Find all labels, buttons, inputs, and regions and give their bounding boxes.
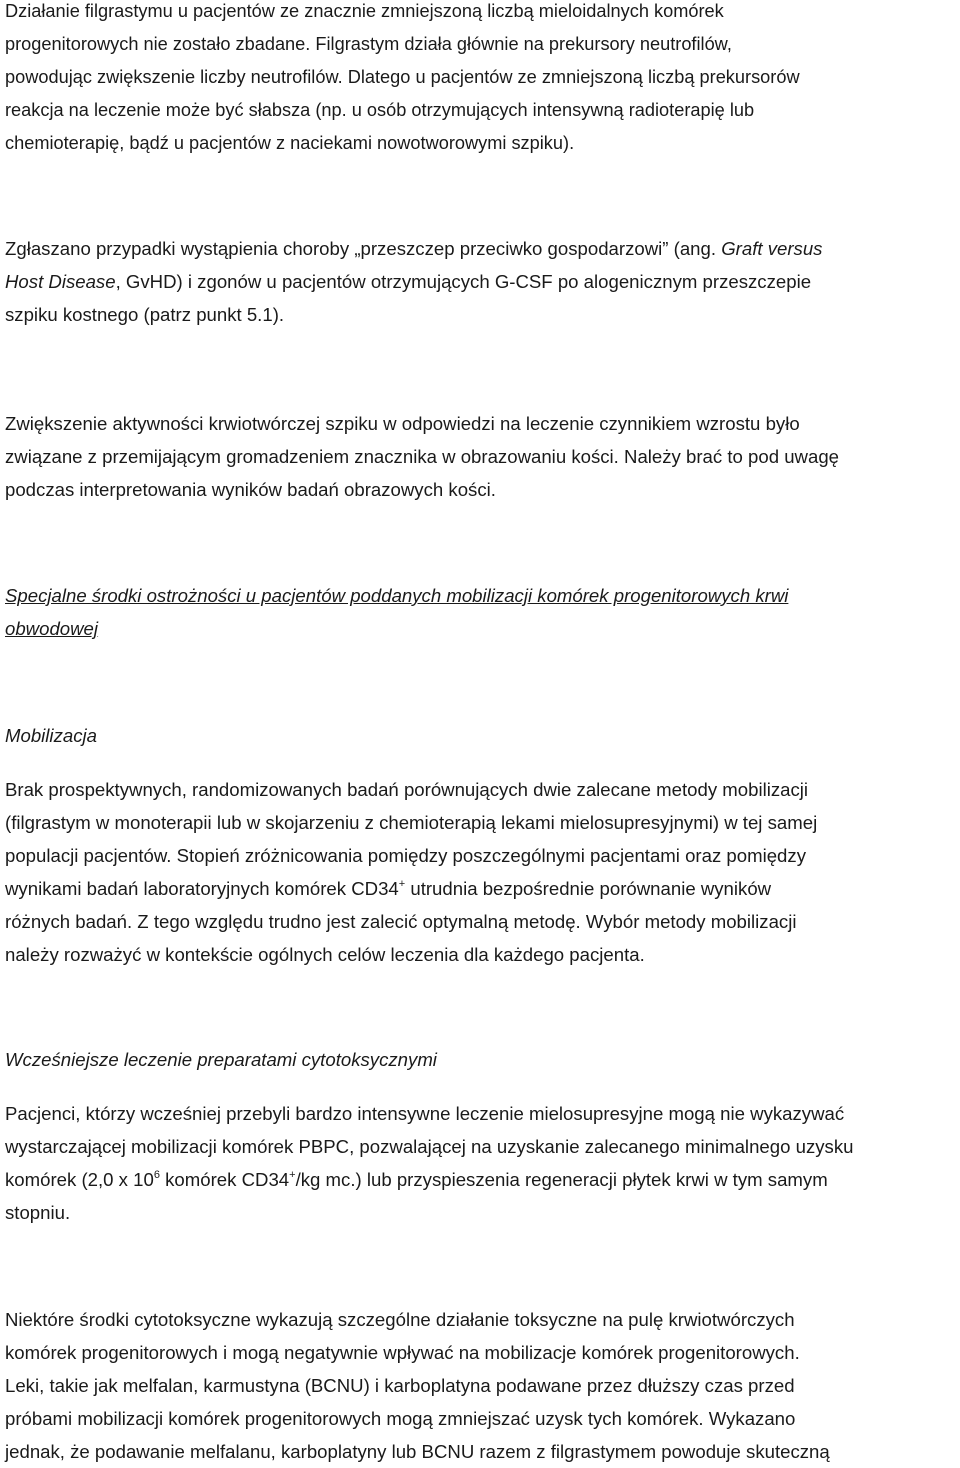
superscript: 6: [153, 1169, 160, 1181]
paragraph-cytotoxic-agents: [5, 1303, 957, 1468]
text-line: powodując zwiększenie liczby neutrofilów. Dlatego u pacjentów ze zmniejszoną liczbą prekursorów: [5, 67, 800, 87]
text-span: , GvHD) i zgonów u pacjentów otrzymujących G-CSF po alogenicznym przeszczepie: [115, 271, 812, 292]
paragraph-gvhd: [5, 232, 957, 331]
text-line: należy rozważyć w kontekście ogólnych celów leczenia dla każdego pacjenta.: [5, 944, 645, 965]
text-line: Leki, takie jak melfalan, karmustyna (BCNU) i karboplatyna podawane przez dłuższy czas przed: [5, 1375, 795, 1396]
section-heading: [5, 579, 957, 645]
text-line: związane z przemijającym gromadzeniem znacznika w obrazowaniu kości. Należy brać to pod uwagę: [5, 446, 840, 467]
text-line: [5, 265, 957, 298]
text-line: (filgrastym w monoterapii lub w skojarzeniu z chemioterapią lekami mielosupresyjnymi) w tej samej: [5, 812, 818, 833]
text-line: progenitorowych nie zostało zbadane. Filgrastym działa głównie na prekursory neutrofilów,: [5, 34, 732, 54]
text-line: różnych badań. Z tego względu trudno jest zalecić optymalną metodę. Wybór metody mobilizacji: [5, 911, 797, 932]
text-line: podczas interpretowania wyników badań obrazowych kości.: [5, 479, 496, 500]
text-span: komórek (2,0 x 10: [5, 1169, 154, 1190]
text-line: populacji pacjentów. Stopień zróżnicowania pomiędzy poszczególnymi pacjentami oraz pomiędzy: [5, 845, 806, 866]
paragraph-prior-treatment: [5, 1097, 957, 1229]
text-line: Zwiększenie aktywności krwiotwórczej szpiku w odpowiedzi na leczenie czynnikiem wzrostu było: [5, 413, 800, 434]
text-line: Brak prospektywnych, randomizowanych badań porównujących dwie zalecane metody mobilizacji: [5, 779, 809, 800]
text-line: stopniu.: [5, 1202, 71, 1223]
subheading-text: Wcześniejsze leczenie preparatami cytotoksycznymi: [5, 1049, 437, 1070]
text-line: reakcja na leczenie może być słabsza (np. u osób otrzymujących intensywną radioterapię lub: [5, 100, 755, 120]
text-line: komórek progenitorowych i mogą negatywnie wpływać na mobilizacje komórek progenitorowych.: [5, 1342, 800, 1363]
text-span: komórek CD34: [159, 1169, 290, 1190]
text-line: Pacjenci, którzy wcześniej przebyli bardzo intensywne leczenie mielosupresyjne mogą nie wykazywać: [5, 1103, 845, 1124]
subheading-prior-treatment: [5, 1043, 957, 1076]
text-line: próbami mobilizacji komórek progenitorowych mogą zmniejszać uzysk tych komórek. Wykazano: [5, 1408, 796, 1429]
italic-term: Graft versus: [721, 238, 823, 259]
text-line: Niektóre środki cytotoksyczne wykazują szczególne działanie toksyczne na pulę krwiotwórczych: [5, 1309, 795, 1330]
text-span: /kg mc.) lub przyspieszenia regeneracji płytek krwi w tym samym: [295, 1169, 828, 1190]
text-span: wynikami badań laboratoryjnych komórek CD34: [5, 878, 399, 899]
text-line: Działanie filgrastymu u pacjentów ze znacznie zmniejszoną liczbą mieloidalnych komórek: [5, 1, 724, 21]
superscript: +: [289, 1169, 296, 1181]
text-line: chemioterapię, bądź u pacjentów z naciekami nowotworowymi szpiku).: [5, 133, 575, 153]
text-span: utrudnia bezpośrednie porównanie wyników: [405, 878, 772, 899]
text-line: [5, 1163, 957, 1196]
subheading-mobilizacja: [5, 719, 957, 752]
superscript: +: [398, 878, 406, 890]
paragraph-bone-imaging: [5, 407, 957, 506]
text-line: [5, 232, 957, 265]
subheading-text: Mobilizacja: [5, 725, 97, 746]
paragraph-filgrastym-effect: [5, 0, 957, 160]
italic-term: Host Disease: [5, 271, 116, 292]
text-line: jednak, że podawanie melfalanu, karboplatyny lub BCNU razem z filgrastymem powoduje skuteczną: [5, 1441, 830, 1462]
text-line: wystarczającej mobilizacji komórek PBPC, pozwalającej na uzyskanie zalecanego minimalnego uzysku: [5, 1136, 854, 1157]
text-line: szpiku kostnego (patrz punkt 5.1).: [5, 304, 285, 325]
section-heading-line: obwodowej: [5, 618, 99, 639]
section-heading-line: Specjalne środki ostrożności u pacjentów poddanych mobilizacji komórek progenitorowych krwi: [5, 585, 789, 606]
paragraph-mobilizacja: [5, 773, 957, 971]
text-line: [5, 872, 957, 905]
text-span: Zgłaszano przypadki wystąpienia choroby „przeszczep przeciwko gospodarzowi” (ang.: [5, 238, 722, 259]
